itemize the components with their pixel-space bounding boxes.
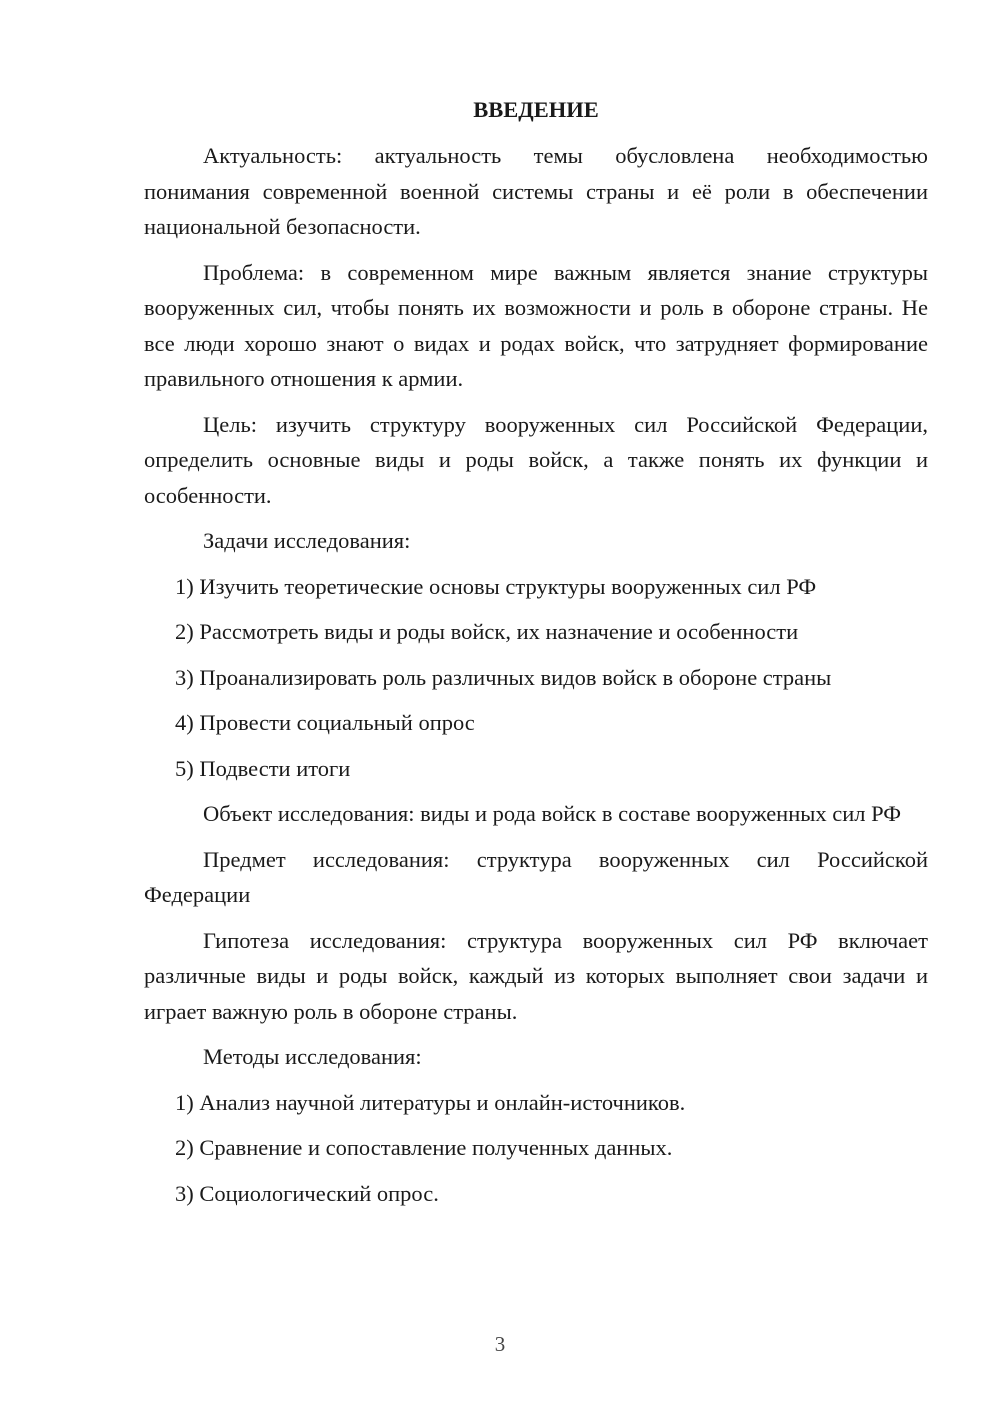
- list-item: 1) Анализ научной литературы и онлайн-источников.: [175, 1089, 686, 1115]
- list-item: 2) Сравнение и сопоставление полученных данных.: [175, 1135, 673, 1160]
- page-title: ВВЕДЕНИЕ: [473, 97, 599, 122]
- list-item: 3) Социологический опрос.: [175, 1180, 439, 1206]
- list-item: 4) Провести социальный опрос: [175, 710, 475, 735]
- methods-heading: Методы исследования:: [203, 1044, 422, 1069]
- tasks-list: [144, 569, 928, 787]
- methods-list: [144, 1085, 928, 1212]
- paragraph-subject: Предмет исследования: структура вооруженных сил Российской Федерации: [144, 846, 928, 907]
- tasks-heading: Задачи исследования:: [203, 528, 411, 553]
- paragraph-relevance: Актуальность: актуальность темы обусловлена необходимостью понимания современной военной системы страны и её роли в обеспечении национальной безопасности.: [144, 143, 928, 239]
- list-item: 1) Изучить теоретические основы структуры вооруженных сил РФ: [175, 573, 817, 599]
- page-number: 3: [494, 1332, 506, 1356]
- paragraph-problem: Проблема: в современном мире важным является знание структуры вооруженных сил, чтобы понять их возможности и роль в обороне страны. Не все люди хорошо знают о видах и родах войск, что затрудняет формирование правильного отношения к армии.: [144, 259, 928, 391]
- list-item: 3) Проанализировать роль различных видов войск в обороне страны: [175, 664, 832, 690]
- document-page: [144, 92, 928, 1221]
- paragraph-goal: Цель: изучить структуру вооруженных сил Российской Федерации, определить основные виды и роды войск, а также понять их функции и особенности.: [144, 411, 928, 508]
- list-item: 2) Рассмотреть виды и роды войск, их назначение и особенности: [175, 619, 799, 644]
- paragraph-hypothesis: Гипотеза исследования: структура вооруженных сил РФ включает различные виды и роды войск, каждый из которых выполняет свои задачи и играет важную роль в обороне страны.: [144, 927, 928, 1024]
- list-item: 5) Подвести итоги: [175, 755, 351, 781]
- paragraph-object: Объект исследования: виды и рода войск в составе вооруженных сил РФ: [203, 801, 902, 826]
